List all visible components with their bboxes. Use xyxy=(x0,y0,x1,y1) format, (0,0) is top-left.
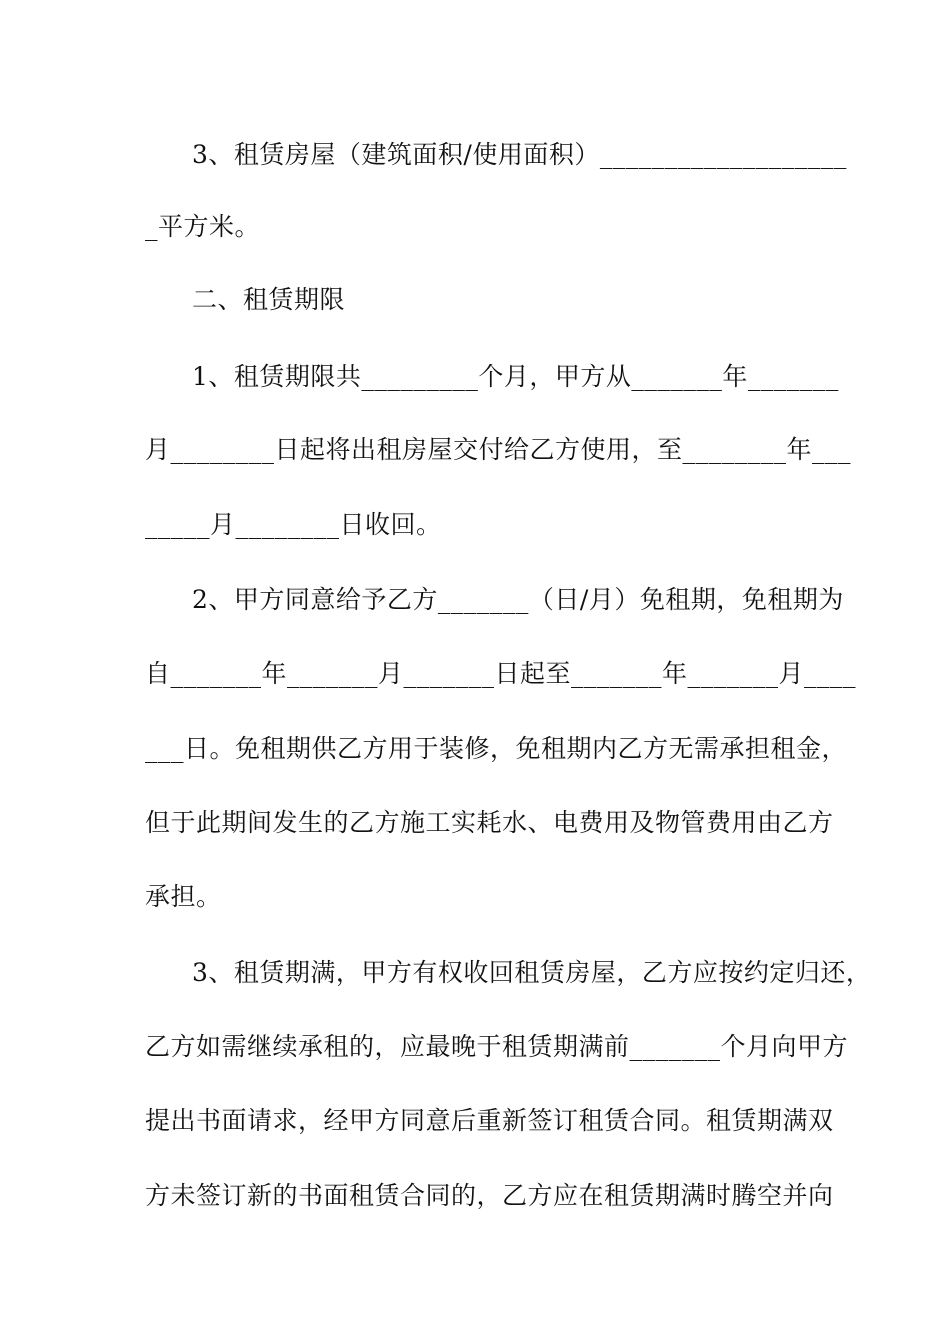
clause-2-1-line3: _____月________日收回。 xyxy=(145,510,442,539)
clause-1-3-area-line2: _平方米。 xyxy=(145,212,261,241)
clause-2-3-line2: 乙方如需继续承租的，应最晚于租赁期满前_______个月向甲方 xyxy=(145,1032,849,1061)
clause-2-2-line5: 承担。 xyxy=(145,882,222,911)
clause-2-2-line4: 但于此期间发生的乙方施工实耗水、电费用及物管费用由乙方 xyxy=(145,808,834,837)
clause-2-3-line4: 方未签订新的书面租赁合同的，乙方应在租赁期满时腾空并向 xyxy=(145,1181,834,1210)
section-2-heading: 二、租赁期限 xyxy=(192,285,346,314)
clause-2-3-line3: 提出书面请求，经甲方同意后重新签订租赁合同。租赁期满双 xyxy=(145,1106,834,1135)
clause-2-2-line3: ___日。免租期供乙方用于装修，免租期内乙方无需承担租金， xyxy=(145,734,848,763)
clause-2-1-line1: 1、租赁期限共_________个月，甲方从_______年_______ xyxy=(192,362,839,391)
clause-2-1-line2: 月________日起将出租房屋交付给乙方使用，至________年___ xyxy=(145,435,852,464)
clause-2-2-line2: 自_______年_______月_______日起至_______年_______月____ xyxy=(145,659,857,688)
clause-2-2-line1: 2、甲方同意给予乙方_______（日/月）免租期，免租期为 xyxy=(192,585,844,614)
clause-1-3-area-line1: 3、租赁房屋（建筑面积/使用面积）___________________ xyxy=(192,140,847,169)
clause-2-3-line1: 3、租赁期满，甲方有权收回租赁房屋，乙方应按约定归还， xyxy=(192,958,872,987)
